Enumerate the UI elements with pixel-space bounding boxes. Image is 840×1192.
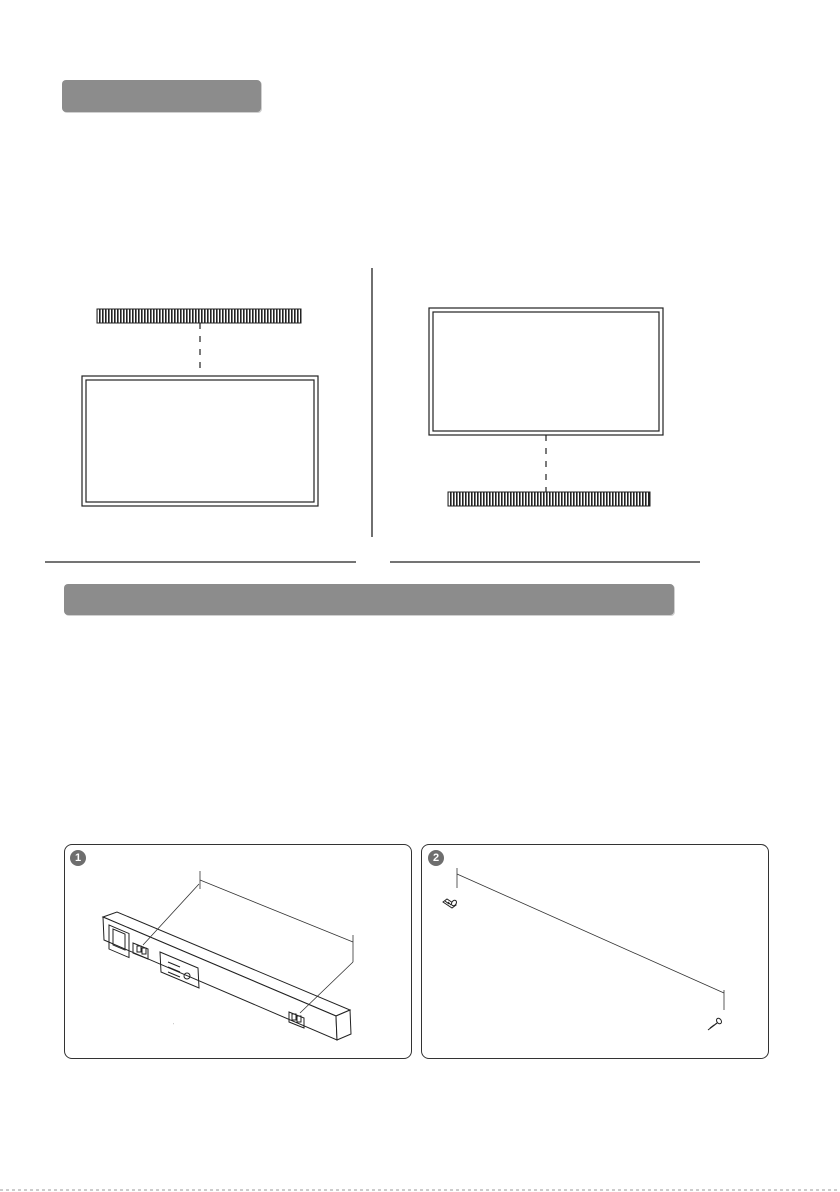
bottom-dotted-edge: [0, 1188, 840, 1192]
svg-text:˙: ˙: [173, 1024, 175, 1030]
screw-left: [443, 899, 458, 908]
step-2-badge-number: 2: [432, 852, 440, 864]
step-1-badge-number: 1: [74, 852, 82, 864]
screw-right: [708, 1017, 723, 1030]
